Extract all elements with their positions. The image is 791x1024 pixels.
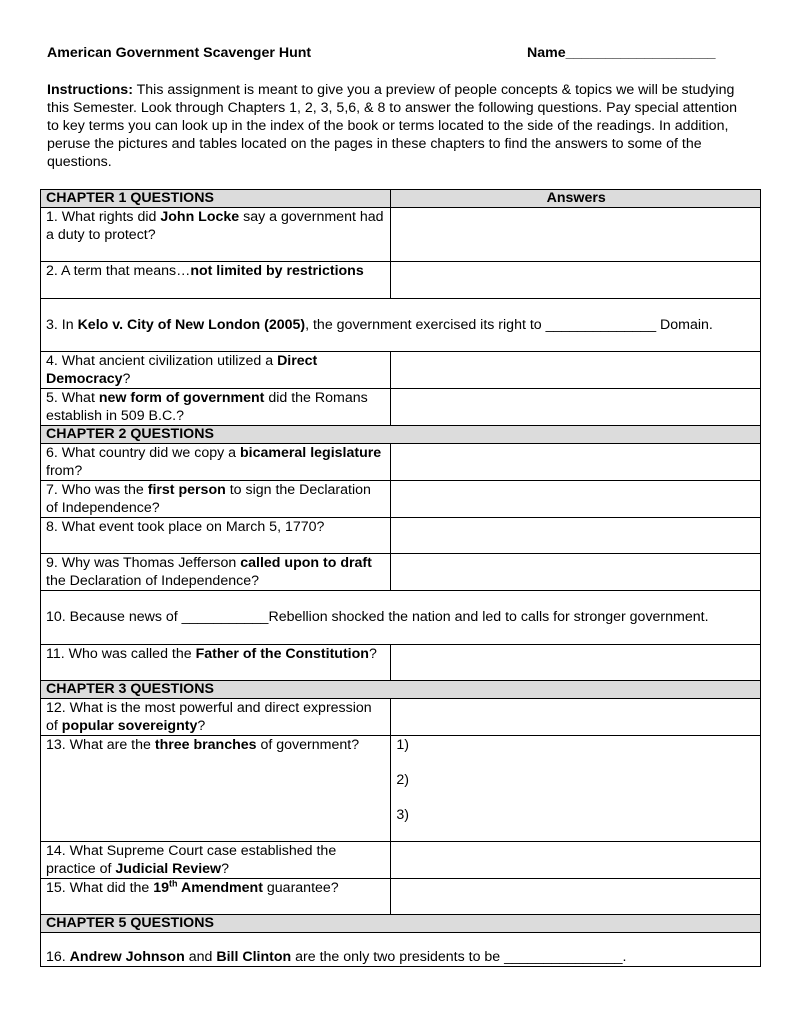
chapter1-header-row bbox=[41, 190, 761, 208]
instructions-text: This assignment is meant to give you a preview of people concepts & topics we will be studying this Semester. Look through Chapters 1, 2, 3, 5,6, & 8 to answer the following questions. Pay special attention to key terms you can look up in the index of the book or terms located to the side of the readings. In addition, peruse the pictures and tables located on the pages in these chapters to find the answers to some of the questions. bbox=[47, 82, 738, 170]
answer-4-cell[interactable] bbox=[391, 352, 761, 389]
question-row bbox=[41, 554, 761, 591]
question-row bbox=[41, 262, 761, 299]
question-3[interactable]: 3. In Kelo v. City of New London (2005), the government exercised its right to ______________ Domain. bbox=[41, 299, 761, 352]
answer-5-cell[interactable] bbox=[391, 389, 761, 426]
question-1: 1. What rights did John Locke say a government had a duty to protect? bbox=[41, 208, 391, 262]
question-9: 9. Why was Thomas Jefferson called upon to draft the Declaration of Independence? bbox=[41, 554, 391, 591]
question-2: 2. A term that means…not limited by restrictions bbox=[41, 262, 391, 299]
question-14: 14. What Supreme Court case established the practice of Judicial Review? bbox=[41, 842, 391, 879]
questions-table bbox=[40, 189, 761, 967]
question-row-full bbox=[41, 299, 761, 352]
answer-12-cell[interactable] bbox=[391, 699, 761, 736]
question-row bbox=[41, 736, 761, 842]
question-row-full bbox=[41, 591, 761, 645]
question-13: 13. What are the three branches of government? bbox=[41, 736, 391, 842]
chapter3-heading: CHAPTER 3 QUESTIONS bbox=[41, 681, 761, 699]
name-field-label: Name___________________ bbox=[527, 45, 716, 61]
question-11: 11. Who was called the Father of the Constitution? bbox=[41, 645, 391, 681]
question-row bbox=[41, 699, 761, 736]
question-15: 15. What did the 19th Amendment guarantee? bbox=[41, 879, 391, 915]
chapter5-header-row bbox=[41, 915, 761, 933]
worksheet-header bbox=[47, 45, 747, 65]
answer-2-cell[interactable] bbox=[391, 262, 761, 299]
question-row bbox=[41, 879, 761, 915]
instructions-paragraph bbox=[47, 81, 747, 171]
answer-14-cell[interactable] bbox=[391, 842, 761, 879]
worksheet-title: American Government Scavenger Hunt bbox=[47, 45, 312, 61]
question-7: 7. Who was the first person to sign the Declaration of Independence? bbox=[41, 481, 391, 518]
answer-9-cell[interactable] bbox=[391, 554, 761, 591]
chapter5-heading: CHAPTER 5 QUESTIONS bbox=[41, 915, 761, 933]
question-5: 5. What new form of government did the Romans establish in 509 B.C.? bbox=[41, 389, 391, 426]
question-6: 6. What country did we copy a bicameral legislature from? bbox=[41, 444, 391, 481]
question-row bbox=[41, 444, 761, 481]
chapter2-header-row bbox=[41, 426, 761, 444]
answer-13-cell[interactable] bbox=[391, 736, 761, 842]
question-row-full bbox=[41, 933, 761, 967]
branch-3-label: 3) bbox=[396, 807, 409, 823]
answer-7-cell[interactable] bbox=[391, 481, 761, 518]
chapter3-header-row bbox=[41, 681, 761, 699]
question-row bbox=[41, 842, 761, 879]
branch-2-label: 2) bbox=[396, 772, 409, 788]
answer-15-cell[interactable] bbox=[391, 879, 761, 915]
question-row bbox=[41, 481, 761, 518]
question-12: 12. What is the most powerful and direct expression of popular sovereignty? bbox=[41, 699, 391, 736]
question-row bbox=[41, 352, 761, 389]
chapter2-heading: CHAPTER 2 QUESTIONS bbox=[41, 426, 761, 444]
answer-11-cell[interactable] bbox=[391, 645, 761, 681]
question-16[interactable]: 16. Andrew Johnson and Bill Clinton are the only two presidents to be _______________. bbox=[41, 933, 761, 967]
chapter1-heading: CHAPTER 1 QUESTIONS bbox=[41, 190, 391, 208]
answer-1-cell[interactable] bbox=[391, 208, 761, 262]
question-8: 8. What event took place on March 5, 1770? bbox=[41, 518, 391, 554]
question-row bbox=[41, 389, 761, 426]
answers-heading: Answers bbox=[391, 190, 761, 208]
answer-6-cell[interactable] bbox=[391, 444, 761, 481]
question-4: 4. What ancient civilization utilized a Direct Democracy? bbox=[41, 352, 391, 389]
question-row bbox=[41, 208, 761, 262]
instructions-label: Instructions: bbox=[47, 82, 133, 98]
answer-8-cell[interactable] bbox=[391, 518, 761, 554]
question-10[interactable]: 10. Because news of ___________Rebellion shocked the nation and led to calls for stronger government. bbox=[41, 591, 761, 645]
question-row bbox=[41, 645, 761, 681]
question-row bbox=[41, 518, 761, 554]
branch-1-label: 1) bbox=[396, 737, 409, 753]
